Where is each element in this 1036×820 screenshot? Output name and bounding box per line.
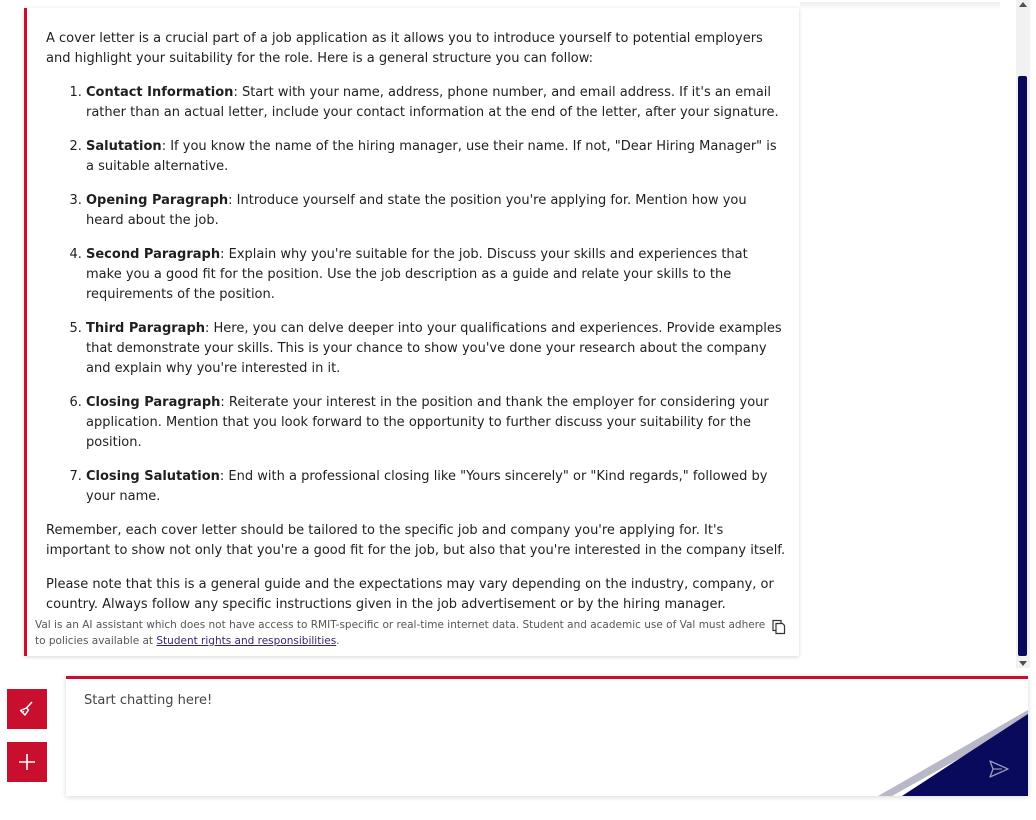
list-item	[86, 245, 786, 305]
copy-icon[interactable]	[771, 619, 787, 635]
list-item-title: Salutation	[86, 139, 162, 154]
clear-chat-button[interactable]	[7, 689, 47, 729]
list-item-title: Third Paragraph	[86, 321, 206, 336]
send-corner-decoration	[878, 710, 1028, 796]
list-item-title: Closing Salutation	[86, 469, 220, 484]
new-chat-button[interactable]	[7, 742, 47, 782]
message-note: Please note that this is a general guide and the expectations may vary depending on the industry, company, or country. Always follow any specific instructions given in the job advertisement or by the hiring manager.	[46, 577, 774, 612]
list-item	[86, 393, 786, 453]
structure-list	[46, 83, 786, 507]
broom-icon	[17, 699, 37, 719]
list-item-text: : Introduce yourself and state the position you're applying for. Mention how you heard about the job.	[86, 193, 747, 228]
list-item-title: Second Paragraph	[86, 247, 221, 262]
scrollbar-thumb[interactable]	[1018, 76, 1027, 656]
message-intro: A cover letter is a crucial part of a job application as it allows you to introduce yourself to potential employers and highlight your suitability for the role. Here is a general structure you can follow:	[46, 31, 763, 66]
list-item	[86, 137, 786, 177]
scrollbar[interactable]	[1016, 0, 1030, 668]
student-rights-link[interactable]: Student rights and responsibilities	[156, 635, 337, 647]
disclaimer-text: Val is an AI assistant which does not have access to RMIT-specific or real-time internet data. Student and academic use of Val must adhere to policies available at	[35, 619, 766, 647]
send-button[interactable]	[878, 710, 1028, 796]
list-item	[86, 319, 786, 379]
message-body	[46, 29, 786, 629]
disclaimer	[35, 617, 775, 649]
list-item-title: Contact Information	[86, 85, 234, 100]
list-item-title: Closing Paragraph	[86, 395, 221, 410]
list-item-title: Opening Paragraph	[86, 193, 229, 208]
list-item	[86, 467, 786, 507]
list-item-text: : Here, you can delve deeper into your qualifications and experiences. Provide examples that demonstrate your skills. This is your chance to show you've done your research about the company and explain why you're interested in it.	[86, 321, 782, 376]
list-item-text: : If you know the name of the hiring manager, use their name. If not, "Dear Hiring Manager" is a suitable alternative.	[86, 139, 777, 174]
list-item-text: : Explain why you're suitable for the job. Discuss your skills and experiences that make you a good fit for the position. Use the job description as a guide and relate your skills to the requirements of the position.	[86, 247, 748, 302]
plus-icon	[17, 752, 37, 772]
scroll-down-arrow-icon[interactable]	[1019, 661, 1027, 666]
assistant-message	[24, 8, 799, 656]
message-remember: Remember, each cover letter should be tailored to the specific job and company you're applying for. It's important to show not only that you're a good fit for the job, but also that you're interested in the company itself.	[46, 523, 786, 558]
chat-input[interactable]	[78, 689, 890, 787]
list-item-text: : Reiterate your interest in the position and thank the employer for considering your application. Mention that you look forward to the opportunity to further discuss your suitability for the position.	[86, 395, 769, 450]
list-item-text: : End with a professional closing like "Yours sincerely" or "Kind regards," followed by your name.	[86, 469, 768, 504]
send-icon	[988, 758, 1010, 780]
scroll-up-arrow-icon[interactable]	[1019, 2, 1027, 7]
list-item	[86, 83, 786, 123]
chat-input-box	[66, 676, 1028, 796]
disclaimer-suffix: .	[336, 635, 340, 647]
previous-message-edge	[800, 2, 1000, 10]
list-item	[86, 191, 786, 231]
list-item-text: : Start with your name, address, phone number, and email address. If it's an email rather than an actual letter, include your contact information at the end of the letter, after your signature.	[86, 85, 779, 120]
